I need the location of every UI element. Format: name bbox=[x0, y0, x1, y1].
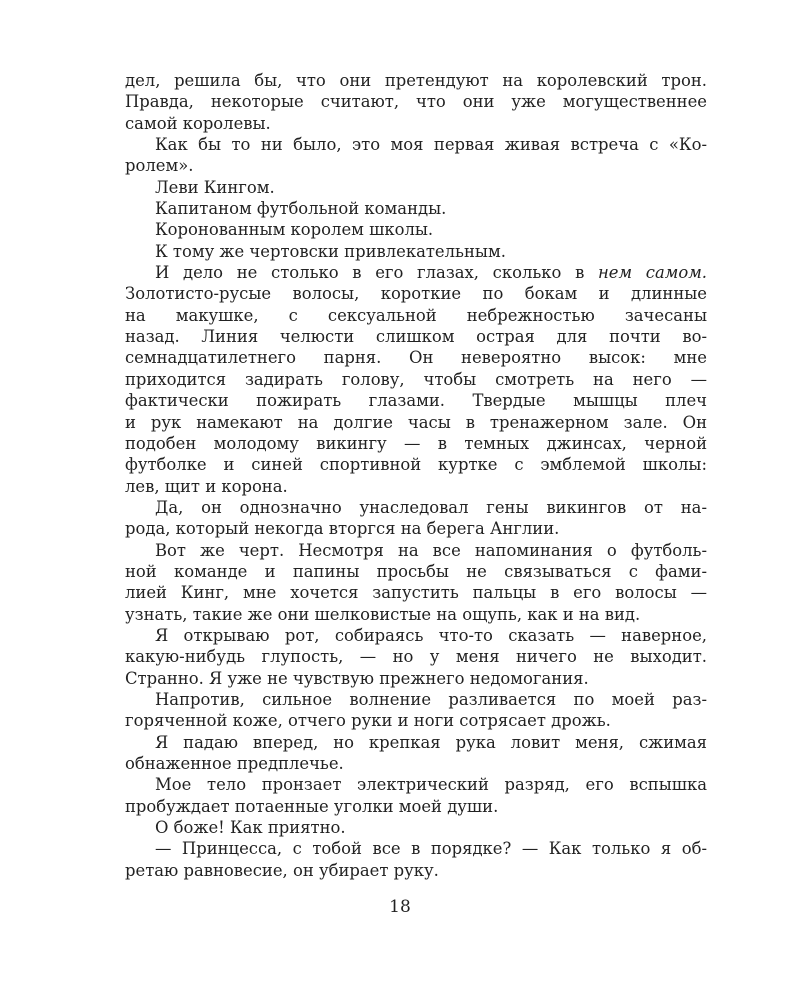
text-line bbox=[125, 347, 707, 368]
text-line bbox=[125, 305, 707, 326]
text-line bbox=[125, 134, 707, 155]
line-text: узнать, такие же они шелковистые на ощупь, как и на вид. bbox=[125, 604, 641, 624]
text-line bbox=[125, 817, 707, 838]
line-text: лев, щит и корона. bbox=[125, 476, 288, 496]
line-text: рода, который некогда вторгся на берега Англии. bbox=[125, 519, 560, 539]
text-line bbox=[125, 241, 707, 262]
text-line bbox=[125, 91, 707, 112]
text-line bbox=[125, 369, 707, 390]
line-text: подобен молодому викингу — в темных джинсах, черной bbox=[125, 433, 707, 453]
text-line bbox=[125, 710, 707, 731]
text-line bbox=[125, 476, 707, 497]
line-text: Коронованным королем школы. bbox=[155, 220, 434, 240]
line-text: лией Кинг, мне хочется запустить пальцы в его волосы — bbox=[125, 583, 707, 603]
text-line bbox=[125, 774, 707, 795]
line-text: И дело не столько в его глазах, сколько в bbox=[155, 263, 599, 283]
line-text: Леви Кингом. bbox=[155, 177, 275, 197]
line-text: пробуждает потаенные уголки моей души. bbox=[125, 796, 499, 816]
line-text: назад. Линия челюсти слишком острая для почти во- bbox=[125, 327, 707, 347]
text-line bbox=[125, 625, 707, 646]
text-line bbox=[125, 518, 707, 539]
line-text: обнаженное предплечье. bbox=[125, 754, 344, 773]
line-text: семнадцатилетнего парня. Он невероятно высок: мне bbox=[125, 348, 707, 368]
line-text: Мое тело пронзает электрический разряд, его вспышка bbox=[155, 775, 707, 795]
line-text: самой королевы. bbox=[125, 113, 271, 133]
line-text: ной команде и папины просьбы не связываться с фами- bbox=[125, 561, 707, 581]
line-text: — Принцесса, с тобой все в порядке? — Как только я об- bbox=[155, 839, 707, 859]
text-line bbox=[125, 732, 707, 753]
text-line bbox=[125, 326, 707, 347]
text-line bbox=[125, 753, 707, 774]
text-line bbox=[125, 689, 707, 710]
line-text: Я открываю рот, собираясь что-то сказать — наверное, bbox=[155, 625, 707, 645]
text-line bbox=[125, 796, 707, 817]
text-line bbox=[125, 70, 707, 91]
text-line bbox=[125, 497, 707, 518]
text-line bbox=[125, 860, 707, 881]
line-text: и рук намекают на долгие часы в тренажерном зале. Он bbox=[125, 412, 707, 432]
text-line bbox=[125, 262, 707, 283]
text-line bbox=[125, 283, 707, 304]
line-text: фактически пожирать глазами. Твердые мышцы плеч bbox=[125, 391, 707, 411]
page-body bbox=[125, 70, 707, 881]
text-line bbox=[125, 668, 707, 689]
text-line bbox=[125, 454, 707, 475]
line-text: Как бы то ни было, это моя первая живая встреча с «Ко- bbox=[155, 135, 707, 155]
line-text: О боже! Как приятно. bbox=[155, 818, 346, 838]
text-line bbox=[125, 561, 707, 582]
line-text: Я падаю вперед, но крепкая рука ловит меня, сжимая bbox=[155, 732, 707, 752]
text-line bbox=[125, 155, 707, 176]
line-text: на макушке, с сексуальной небрежностью зачесаны bbox=[125, 305, 707, 325]
line-text: Странно. Я уже не чувствую прежнего недомогания. bbox=[125, 668, 589, 688]
text-line bbox=[125, 433, 707, 454]
line-text: ролем». bbox=[125, 156, 194, 176]
line-text: ретаю равновесие, он убирает руку. bbox=[125, 860, 439, 880]
line-text: приходится задирать голову, чтобы смотреть на него — bbox=[125, 369, 707, 389]
line-text: Капитаном футбольной команды. bbox=[155, 199, 447, 219]
text-line bbox=[125, 540, 707, 561]
line-text: Да, он однозначно унаследовал гены викингов от на- bbox=[155, 497, 707, 517]
line-text: Напротив, сильное волнение разливается по моей раз- bbox=[155, 689, 707, 709]
text-line bbox=[125, 177, 707, 198]
line-text: какую-нибудь глупость, — но у меня ничего не выходит. bbox=[125, 647, 707, 667]
text-line bbox=[125, 390, 707, 411]
line-text: Золотисто-русые волосы, короткие по бокам и длинные bbox=[125, 284, 707, 304]
text-line bbox=[125, 604, 707, 625]
text-line bbox=[125, 582, 707, 603]
page-number: 18 bbox=[389, 897, 411, 917]
line-text: горяченной коже, отчего руки и ноги сотрясает дрожь. bbox=[125, 711, 611, 731]
line-text: Вот же черт. Несмотря на все напоминания о футболь- bbox=[155, 540, 707, 560]
line-text: дел, решила бы, что они претендуют на королевский трон. bbox=[125, 71, 707, 90]
italic-emphasis: нем самом. bbox=[598, 263, 707, 283]
text-line bbox=[125, 412, 707, 433]
line-text: К тому же чертовски привлекательным. bbox=[155, 241, 506, 261]
text-line bbox=[125, 838, 707, 859]
text-line bbox=[125, 219, 707, 240]
text-line bbox=[125, 113, 707, 134]
line-text: футболке и синей спортивной куртке с эмблемой школы: bbox=[125, 455, 707, 475]
text-line bbox=[125, 646, 707, 667]
line-text: Правда, некоторые считают, что они уже могущественнее bbox=[125, 92, 707, 112]
text-line bbox=[125, 198, 707, 219]
